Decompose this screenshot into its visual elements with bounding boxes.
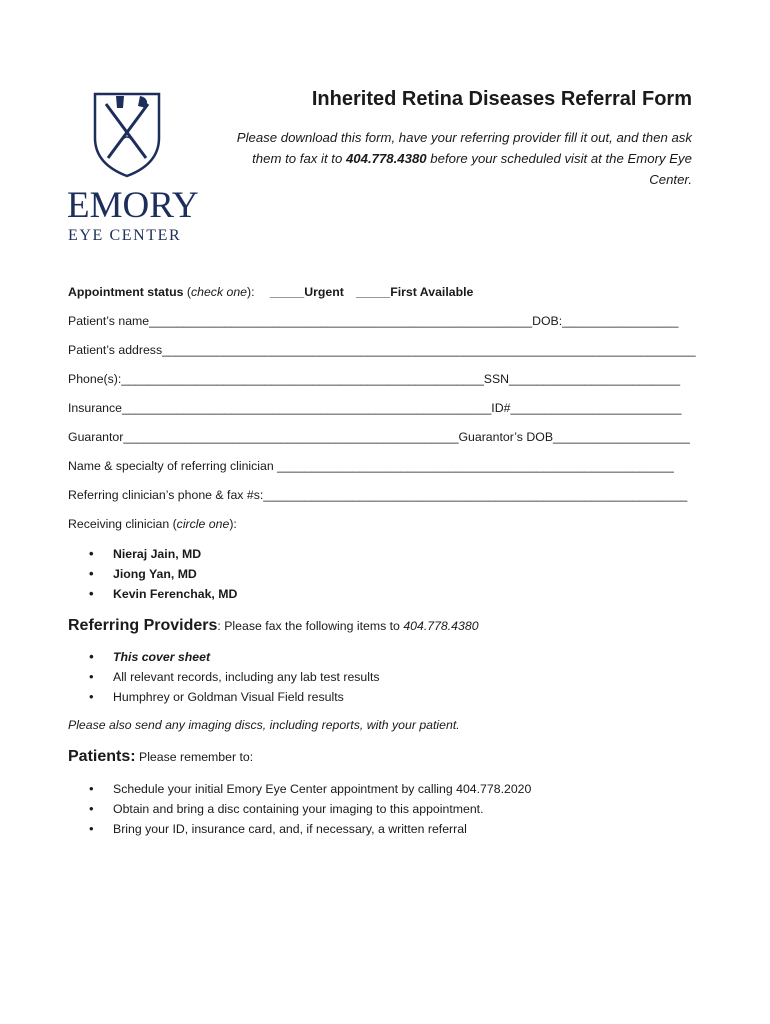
clinician-option[interactable]: • Jiong Yan, MD [68, 564, 237, 584]
appointment-hint: check one [190, 285, 248, 299]
receiving-clinician-label [68, 516, 237, 532]
providers-fax-number: 404.778.4380 [403, 619, 479, 633]
referring-clinician-field[interactable]: Name & specialty of referring clinician __________________________________________________________ [68, 459, 674, 473]
appointment-hint-open: ( [183, 285, 191, 299]
appointment-status-label: Appointment status [68, 285, 184, 299]
logo-subtitle: EYE CENTER [68, 227, 182, 244]
clinician-option[interactable]: • Kevin Ferenchak, MD [68, 584, 237, 604]
patients-item: • Obtain and bring a disc containing your imaging to this appointment. [68, 799, 531, 819]
providers-item: • Humphrey or Goldman Visual Field results [68, 687, 380, 707]
providers-list [68, 647, 380, 707]
providers-heading: Referring Providers [68, 617, 218, 634]
patient-address-field[interactable]: Patient’s address______________________________________________________________________________ [68, 343, 696, 357]
receiving-clinician-list [68, 544, 237, 604]
option-urgent[interactable]: _____Urgent [270, 285, 344, 299]
providers-heading-tail: : Please fax the following items to [217, 619, 404, 633]
form-intro [222, 127, 692, 190]
intro-text: Please download this form, have your referring provider fill it out, and then ask them to fax it to [236, 130, 692, 166]
clinician-option[interactable]: • Nieraj Jain, MD [68, 544, 237, 564]
clinician-phone-fax-field[interactable]: Referring clinician’s phone & fax #s:______________________________________________________________ [68, 488, 688, 502]
appointment-status-row [68, 284, 255, 300]
receiving-close: ): [229, 517, 237, 531]
patients-item: • Bring your ID, insurance card, and, if necessary, a written referral [68, 819, 531, 839]
providers-item: • This cover sheet [68, 647, 380, 667]
intro-fax-number: 404.778.4380 [345, 151, 427, 166]
receiving-label-text: Receiving clinician ( [68, 517, 177, 531]
guarantor-field[interactable]: Guarantor_________________________________________________Guarantor’s DOB____________________ [68, 430, 690, 444]
appointment-hint-close: ): [247, 285, 255, 299]
logo-wordmark: EMORY [67, 185, 199, 226]
patients-heading-row [68, 746, 253, 768]
patients-heading: Patients: [68, 748, 136, 765]
providers-heading-row [68, 615, 479, 637]
intro-text-end: before your scheduled visit at the Emory Eye Center. [426, 151, 692, 187]
receiving-hint: circle one [176, 517, 230, 531]
insurance-id-field[interactable]: Insurance______________________________________________________ID#_________________________ [68, 401, 682, 415]
patients-heading-tail: Please remember to: [135, 750, 254, 764]
providers-item: • All relevant records, including any lab test results [68, 667, 380, 687]
emory-shield-logo [92, 92, 162, 178]
patient-name-field[interactable]: Patient’s name________________________________________________________DOB:_________________ [68, 314, 679, 328]
patients-item: • Schedule your initial Emory Eye Center appointment by calling 404.778.2020 [68, 779, 531, 799]
phone-ssn-field[interactable]: Phone(s):_____________________________________________________SSN_________________________ [68, 372, 681, 386]
patients-list [68, 779, 531, 839]
providers-note: Please also send any imaging discs, including reports, with your patient. [68, 718, 460, 732]
option-first-available[interactable]: _____First Available [356, 285, 474, 299]
form-title: Inherited Retina Diseases Referral Form [311, 88, 692, 110]
